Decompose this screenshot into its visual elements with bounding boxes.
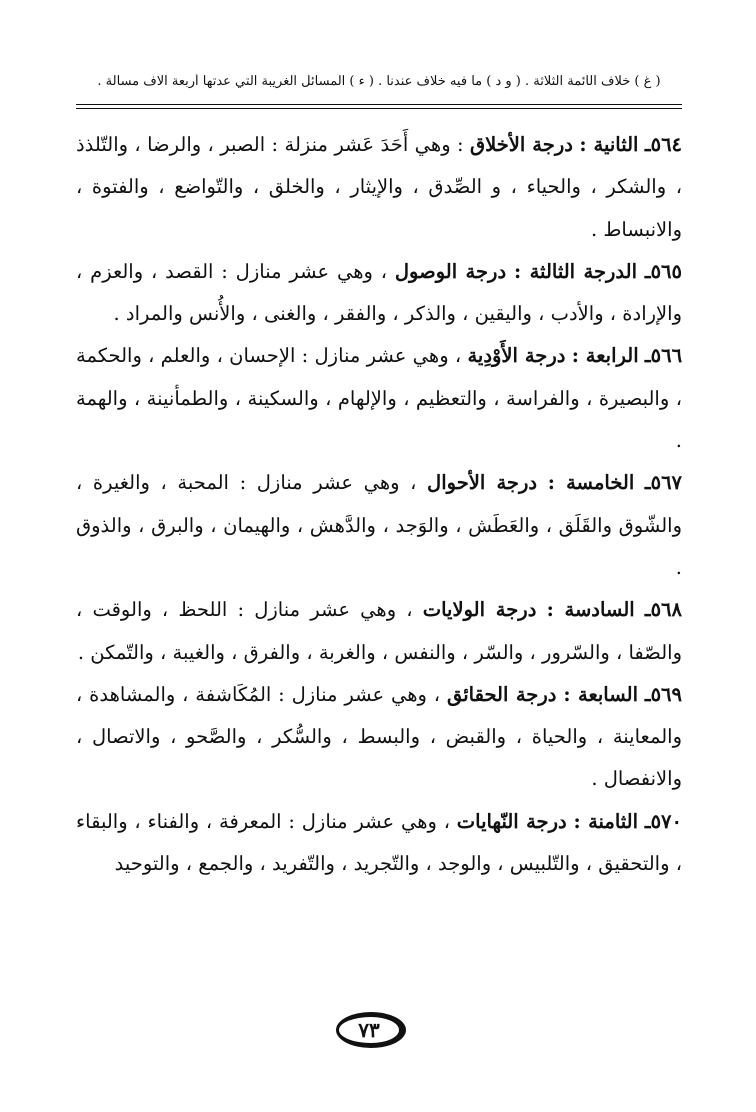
running-header: ( غ ) خلاف الأئمة الثلاثة . ( و د ) ما فيه خلاف عندنا . ( ء ) المسائل الغريبة التي عدتها أربعة آلاف مسألة . xyxy=(97,74,661,89)
entry-569 xyxy=(76,674,682,801)
entry-degree-title: درجة الحقائق xyxy=(446,682,557,706)
entry-564 xyxy=(76,124,682,251)
entry-number: ٥٦٧ـ xyxy=(644,471,683,495)
entry-text: ، وهي عشر منازل : المُكَاشفة ، والمشاهدة ، والمعاينة ، والحياة ، والقبض ، والبسط ، والسُّكر ، والصَّحو ، والاتصال ، والانفصال . xyxy=(76,682,682,791)
entry-text: ، وهي عشر منازل : اللحظ ، والوقت ، والصّفا ، والسّرور ، والسّر ، والنفس ، والغربة ، والفرق ، والغيبة ، والتّمكن . xyxy=(76,598,682,664)
entry-text: : وهي أَحَدَ عَشر منزلة : الصبر ، والرضا ، والتّلذذ ، والشكر ، والحياء ، و الصِّدق ، والإيثار ، والخلق ، والتّواضع ، والفتوة ، والانبساط . xyxy=(76,133,682,241)
entry-text: ، وهي عشر منازل : المحبة ، والغيرة ، والشّوق والقَلَق ، والعَطَش ، والوَجد ، والدَّهش ، والهيمان ، والبرق ، والذوق . xyxy=(76,471,682,579)
entry-degree-title: درجة النّهايات xyxy=(456,809,567,833)
entry-number: ٥٦٦ـ xyxy=(644,344,683,368)
entry-number: ٥٦٩ـ xyxy=(644,682,682,706)
entry-567 xyxy=(76,462,682,589)
entry-number: ٥٦٤ـ xyxy=(644,133,683,156)
entry-ordinal: السادسة : xyxy=(546,598,635,622)
entry-ordinal: الثامنة : xyxy=(573,809,639,833)
entry-number: ٥٧٠ـ xyxy=(644,809,682,833)
header-rule-thin xyxy=(76,108,682,109)
body-text xyxy=(76,124,682,885)
entry-ordinal: الخامسة : xyxy=(547,471,635,495)
entry-570 xyxy=(76,801,682,886)
entry-ordinal: الرابعة : xyxy=(571,344,639,368)
entry-ordinal: السابعة : xyxy=(563,682,638,706)
header-rule xyxy=(76,104,682,105)
entry-number: ٥٦٥ـ xyxy=(644,259,682,283)
entry-number: ٥٦٨ـ xyxy=(644,598,682,622)
entry-ordinal: الدرجة الثالثة : xyxy=(513,259,638,283)
entry-degree-title: درجة الأحوال xyxy=(427,471,538,495)
page-number: ٧٣ xyxy=(336,1012,406,1048)
entry-degree-title: درجة الأخلاق xyxy=(469,133,573,156)
entry-text: ، وهي عشر منازل : الإحسان ، والعلم ، والحكمة ، والبصيرة ، والفراسة ، والتعظيم ، والإلهام ، والسكينة ، والطمأنينة ، والهمة . xyxy=(76,344,682,453)
entry-565 xyxy=(76,251,682,336)
entry-degree-title: درجة الوصول xyxy=(394,259,507,283)
entry-text: ، وهي عشر منازل : القصد ، والعزم ، والإرادة ، والأدب ، واليقين ، والذكر ، والفقر ، والغنى ، والأُنس والمراد . xyxy=(76,259,682,326)
entry-degree-title: درجة الولايات xyxy=(422,598,537,622)
entry-degree-title: درجة الأَوْدِية xyxy=(467,344,566,368)
entry-ordinal: الثانية : xyxy=(579,133,639,156)
entry-text: ، وهي عشر منازل : المعرفة ، والفناء ، والبقاء ، والتحقيق ، والتّلبيس ، والوجد ، والتّجريد ، والتّفريد ، والجمع ، والتوحيد xyxy=(76,809,682,876)
entry-568 xyxy=(76,589,682,674)
entry-566 xyxy=(76,335,682,462)
